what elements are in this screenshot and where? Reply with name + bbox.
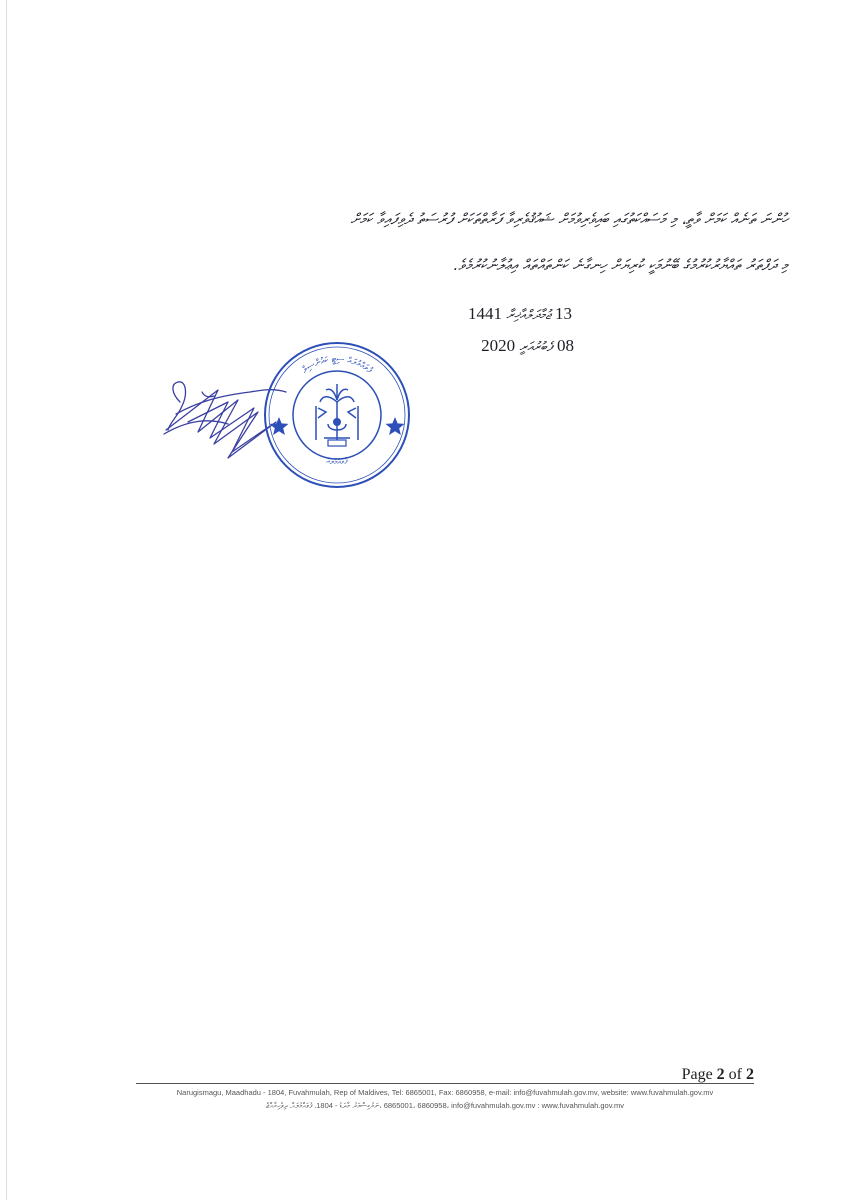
page-prefix: Page <box>681 1066 717 1083</box>
svg-text:ފުވައްމުލައް <box>326 456 349 466</box>
footer-dv-address: ނަރުގިސްމަގު، މާދަޑު - 1804، ފުވައްމުލައް، ދިވެހިރާއްޖެ <box>265 1101 380 1110</box>
greg-day: 08 <box>557 336 574 355</box>
page-edge <box>6 0 7 1200</box>
footer-dv-tel: 6865001 <box>383 1101 413 1110</box>
footer-dv-email: info@fuvahmulah.gov.mv <box>451 1101 536 1110</box>
official-stamp-icon <box>262 340 412 490</box>
hijri-month: ޖުމާދަލްއާޚިރާ <box>506 308 551 323</box>
body-text-line-1: ހުންނަ ތަނެއް ކަމަށް ވާތީ، މި މަސައްކަތުގައި ބައިވެރިވުމަށް ޝައުޤުވެރިވާ ފަރާތްތަކަށް ފުރުސަތު ދެވިފައިވާ ކަމަށް <box>350 210 788 228</box>
footer-dv-fax: 6860958 <box>417 1101 447 1110</box>
page-mid: of <box>724 1066 746 1083</box>
greg-year: 2020 <box>481 336 516 355</box>
body-text-line-2: މި ދަފްތަރު ތައްޔާރުކުރުމުގެ ބޭނުމަކީ ކުރިޔަށް ހިނގާނެ ކަންތައްތައް އިޢުލާނުކުރުމެވެ. <box>453 256 788 274</box>
footer-address-dv: ނަރުގިސްމަގު، މާދަޑު - 1804، ފުވައްމުލައް، ދިވެހިރާއްޖެ، 6865001، 6860958، info@fuvahmulah.gov.mv : www.fuvahmulah.gov.mv <box>265 1101 624 1110</box>
page-total: 2 <box>746 1066 754 1083</box>
footer-dv-web: www.fuvahmulah.gov.mv <box>541 1101 624 1110</box>
footer-divider <box>136 1083 754 1084</box>
page-current: 2 <box>716 1066 725 1083</box>
hijri-day: 13 <box>555 304 572 323</box>
hijri-year: 1441 <box>467 304 502 323</box>
stamp-inner-text: ފުވައްމުލައް <box>325 456 349 467</box>
page-number <box>682 1066 754 1084</box>
hijri-date <box>468 304 572 324</box>
footer-address-en: Narugismagu, Maadhadu - 1804, Fuvahmulah, Rep of Maldives, Tel: 6865001, Fax: 6860958, e-mail: info@fuvahmulah.gov.mv, website: www.fuvahmulah.gov.mv <box>176 1088 714 1097</box>
gregorian-date <box>481 336 574 356</box>
svg-text:ފުވައްމުލައް ސިޓީ ކައުންސިލް <box>300 355 374 376</box>
stamp-outer-text: ފުވައްމުލައް ސިޓީ ކައުންސިލް <box>300 354 374 376</box>
greg-month: ފެބުރުއަރީ <box>519 340 553 355</box>
